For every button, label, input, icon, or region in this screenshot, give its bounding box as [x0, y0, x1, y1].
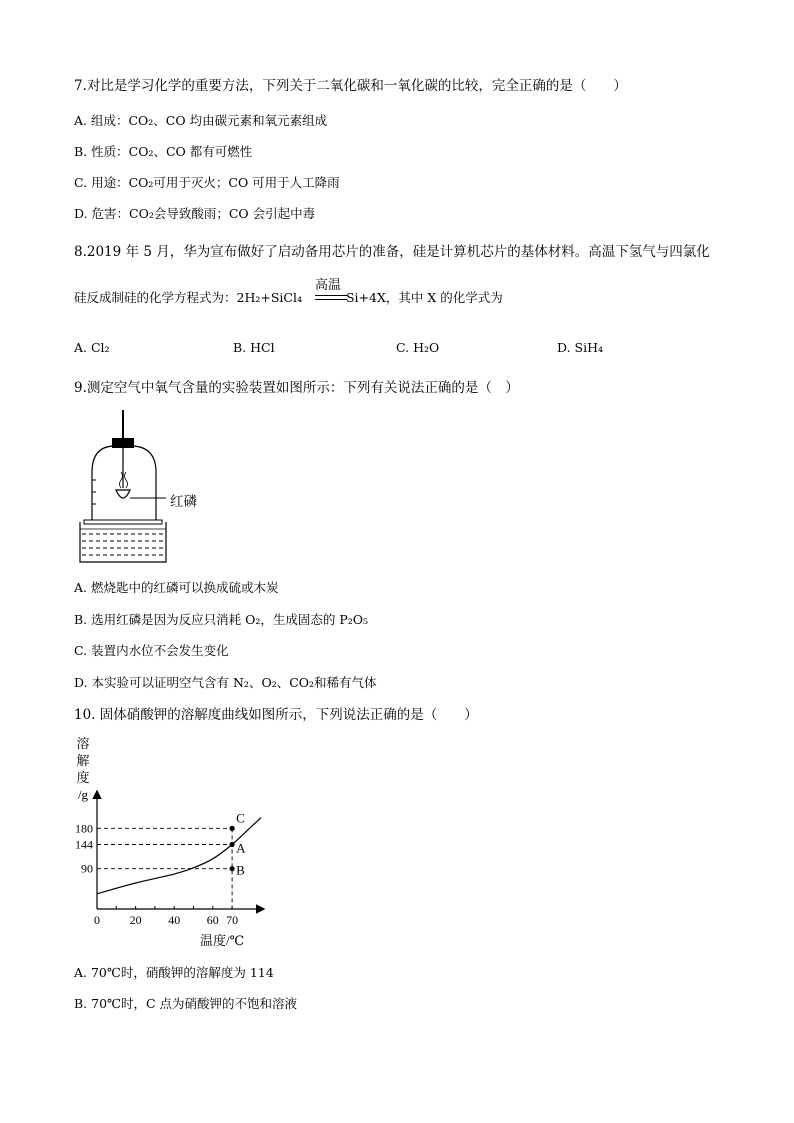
y-axis-label-char: 溶 — [76, 736, 90, 751]
combustion-spoon — [116, 490, 130, 498]
q9-option-d[interactable]: D. 本实验可以证明空气含有 N₂、O₂、CO₂和稀有气体 — [74, 675, 377, 690]
q8-equals-line-bottom — [315, 299, 347, 300]
q7-option-a[interactable]: A. 组成：CO₂、CO 均由碳元素和氧元素组成 — [74, 113, 328, 128]
point-label-c: C — [236, 810, 245, 826]
q9-option-b[interactable]: B. 选用红磷是因为反应只消耗 O₂，生成固态的 P₂O₅ — [74, 612, 369, 627]
q7-stem: 7.对比是学习化学的重要方法，下列关于二氧化碳和一氧化碳的比较，完全正确的是（ ） — [74, 78, 627, 94]
q7-option-c[interactable]: C. 用途：CO₂可用于灭火；CO 可用于人工降雨 — [74, 175, 340, 190]
x-tick-label: 70 — [226, 913, 239, 927]
q8-option-b[interactable]: B. HCl — [233, 340, 275, 355]
x-tick-label: 20 — [129, 913, 142, 927]
q8-equation — [74, 288, 503, 306]
q7-option-b[interactable]: B. 性质：CO₂、CO 都有可燃性 — [74, 144, 253, 159]
q8-option-a[interactable]: A. Cl₂ — [74, 340, 110, 355]
y-axis-label-char: /g — [77, 787, 89, 802]
water — [82, 534, 164, 555]
q10-option-a[interactable]: A. 70℃时，硝酸钾的溶解度为 114 — [74, 965, 274, 980]
point-label-a: A — [236, 840, 246, 856]
y-tick-label: 180 — [75, 821, 93, 836]
q8-equation-right: Si+4X，其中 X 的化学式为 — [345, 290, 503, 305]
q9-option-c[interactable]: C. 装置内水位不会发生变化 — [74, 643, 229, 658]
y-tick-label: 144 — [75, 837, 93, 852]
point-a — [230, 842, 235, 847]
q8-option-d[interactable]: D. SiH₄ — [557, 340, 603, 355]
y-axis-label — [76, 736, 89, 802]
x-tick-label: 0 — [94, 913, 100, 927]
q8-reaction-condition: 高温 — [315, 278, 342, 293]
q7-option-d[interactable]: D. 危害：CO₂会导致酸雨；CO 会引起中毒 — [74, 206, 316, 221]
x-axis-label: 温度/℃ — [200, 933, 245, 948]
q8-equals-line-top — [315, 295, 347, 296]
q8-equation-left: 硅反成制硅的化学方程式为：2H₂+SiCl₄ — [74, 290, 302, 305]
q9-stem: 9.测定空气中氧气含量的实验装置如图所示：下列有关说法正确的是（ ） — [74, 380, 519, 396]
water-trough — [80, 522, 166, 562]
q8-option-c[interactable]: C. H₂O — [396, 340, 440, 355]
solubility-chart — [70, 734, 290, 952]
y-axis-label-char: 解 — [76, 753, 90, 768]
red-phosphorus-label: 红磷 — [170, 494, 197, 510]
y-axis-label-char: 度 — [76, 770, 90, 785]
point-c — [230, 826, 235, 831]
point-b — [230, 866, 235, 871]
x-tick-label: 60 — [206, 913, 219, 927]
x-tick-label: 40 — [168, 913, 181, 927]
q8-stem-line1: 8.2019 年 5 月，华为宣布做好了启动备用芯片的准备，硅是计算机芯片的基体材料。高温下氢气与四氯化 — [74, 244, 710, 260]
q10-option-b[interactable]: B. 70℃时，C 点为硝酸钾的不饱和溶液 — [74, 996, 298, 1011]
solubility-curve — [97, 818, 261, 894]
q10-stem: 10. 固体硝酸钾的溶解度曲线如图所示，下列说法正确的是（ ） — [74, 707, 478, 723]
y-tick-label: 90 — [81, 861, 93, 876]
bell-jar — [92, 446, 156, 520]
q9-apparatus-figure — [74, 410, 224, 570]
point-label-b: B — [236, 862, 245, 878]
q9-option-a[interactable]: A. 燃烧匙中的红磷可以换成硫或木炭 — [74, 580, 279, 595]
